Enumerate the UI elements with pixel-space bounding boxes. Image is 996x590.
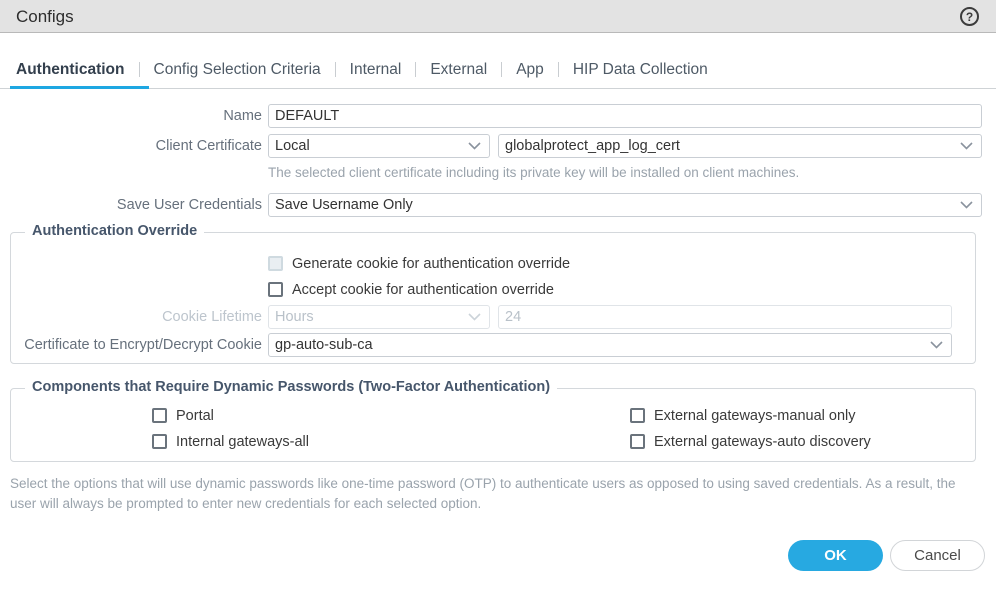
- external-gateways-auto-label: External gateways-auto discovery: [654, 434, 871, 450]
- cert-encrypt-cookie-select[interactable]: [268, 333, 952, 357]
- client-certificate-label: Client Certificate: [155, 138, 262, 154]
- name-label: Name: [223, 108, 262, 124]
- tab-app[interactable]: App: [516, 61, 544, 78]
- portal-checkbox[interactable]: [152, 408, 167, 423]
- cert-encrypt-cookie-label: Certificate to Encrypt/Decrypt Cookie: [24, 337, 262, 353]
- dialog-header: [0, 0, 996, 33]
- generate-cookie-label: Generate cookie for authentication override: [292, 256, 571, 272]
- client-certificate-help-text: The selected client certificate including its private key will be installed on client machines.: [268, 165, 800, 180]
- save-user-credentials-label: Save User Credentials: [116, 197, 262, 213]
- internal-gateways-all-label: Internal gateways-all: [176, 434, 309, 450]
- cancel-button[interactable]: Cancel: [890, 540, 985, 571]
- chevron-down-icon: [468, 313, 481, 321]
- authentication-override-legend: Authentication Override: [25, 223, 204, 239]
- tab-config-selection-criteria[interactable]: Config Selection Criteria: [153, 61, 321, 78]
- client-certificate-value: globalprotect_app_log_cert: [505, 138, 680, 154]
- tab-hip-data-collection[interactable]: HIP Data Collection: [572, 61, 708, 78]
- external-gateways-manual-checkbox[interactable]: [630, 408, 645, 423]
- tab-authentication[interactable]: Authentication: [16, 61, 139, 79]
- external-gateways-auto-checkbox[interactable]: [630, 434, 645, 449]
- cookie-lifetime-label: Cookie Lifetime: [162, 309, 262, 325]
- client-certificate-type-value: Local: [275, 138, 310, 154]
- two-factor-legend: Components that Require Dynamic Passwords (Two-Factor Authentication): [25, 379, 557, 395]
- cookie-lifetime-unit-select: [268, 305, 490, 329]
- portal-label: Portal: [176, 408, 214, 424]
- chevron-down-icon: [960, 201, 973, 209]
- accept-cookie-checkbox[interactable]: [268, 282, 283, 297]
- cookie-lifetime-input: [498, 305, 952, 329]
- chevron-down-icon: [468, 142, 481, 150]
- tab-external[interactable]: External: [430, 61, 488, 78]
- cert-encrypt-cookie-value: gp-auto-sub-ca: [275, 337, 373, 353]
- save-user-credentials-select[interactable]: [268, 193, 982, 217]
- name-input[interactable]: [268, 104, 982, 128]
- generate-cookie-checkbox: [268, 256, 283, 271]
- dialog-title: Configs: [16, 7, 74, 26]
- ok-button[interactable]: OK: [788, 540, 883, 571]
- external-gateways-manual-label: External gateways-manual only: [654, 408, 856, 424]
- client-certificate-type-select[interactable]: [268, 134, 490, 158]
- help-icon[interactable]: ?: [960, 7, 979, 26]
- chevron-down-icon: [930, 341, 943, 349]
- accept-cookie-label: Accept cookie for authentication override: [292, 282, 554, 298]
- tab-bar: [0, 34, 996, 89]
- two-factor-footnote: Select the options that will use dynamic passwords like one-time password (OTP) to authenticate users as opposed to using saved credentials. As a result, the user will always be prompted to enter new credentials for each selected option.: [10, 476, 956, 511]
- cookie-lifetime-unit-value: Hours: [275, 309, 314, 325]
- client-certificate-select[interactable]: [498, 134, 982, 158]
- chevron-down-icon: [960, 142, 973, 150]
- internal-gateways-all-checkbox[interactable]: [152, 434, 167, 449]
- save-user-credentials-value: Save Username Only: [275, 197, 413, 213]
- tab-internal[interactable]: Internal: [349, 61, 402, 78]
